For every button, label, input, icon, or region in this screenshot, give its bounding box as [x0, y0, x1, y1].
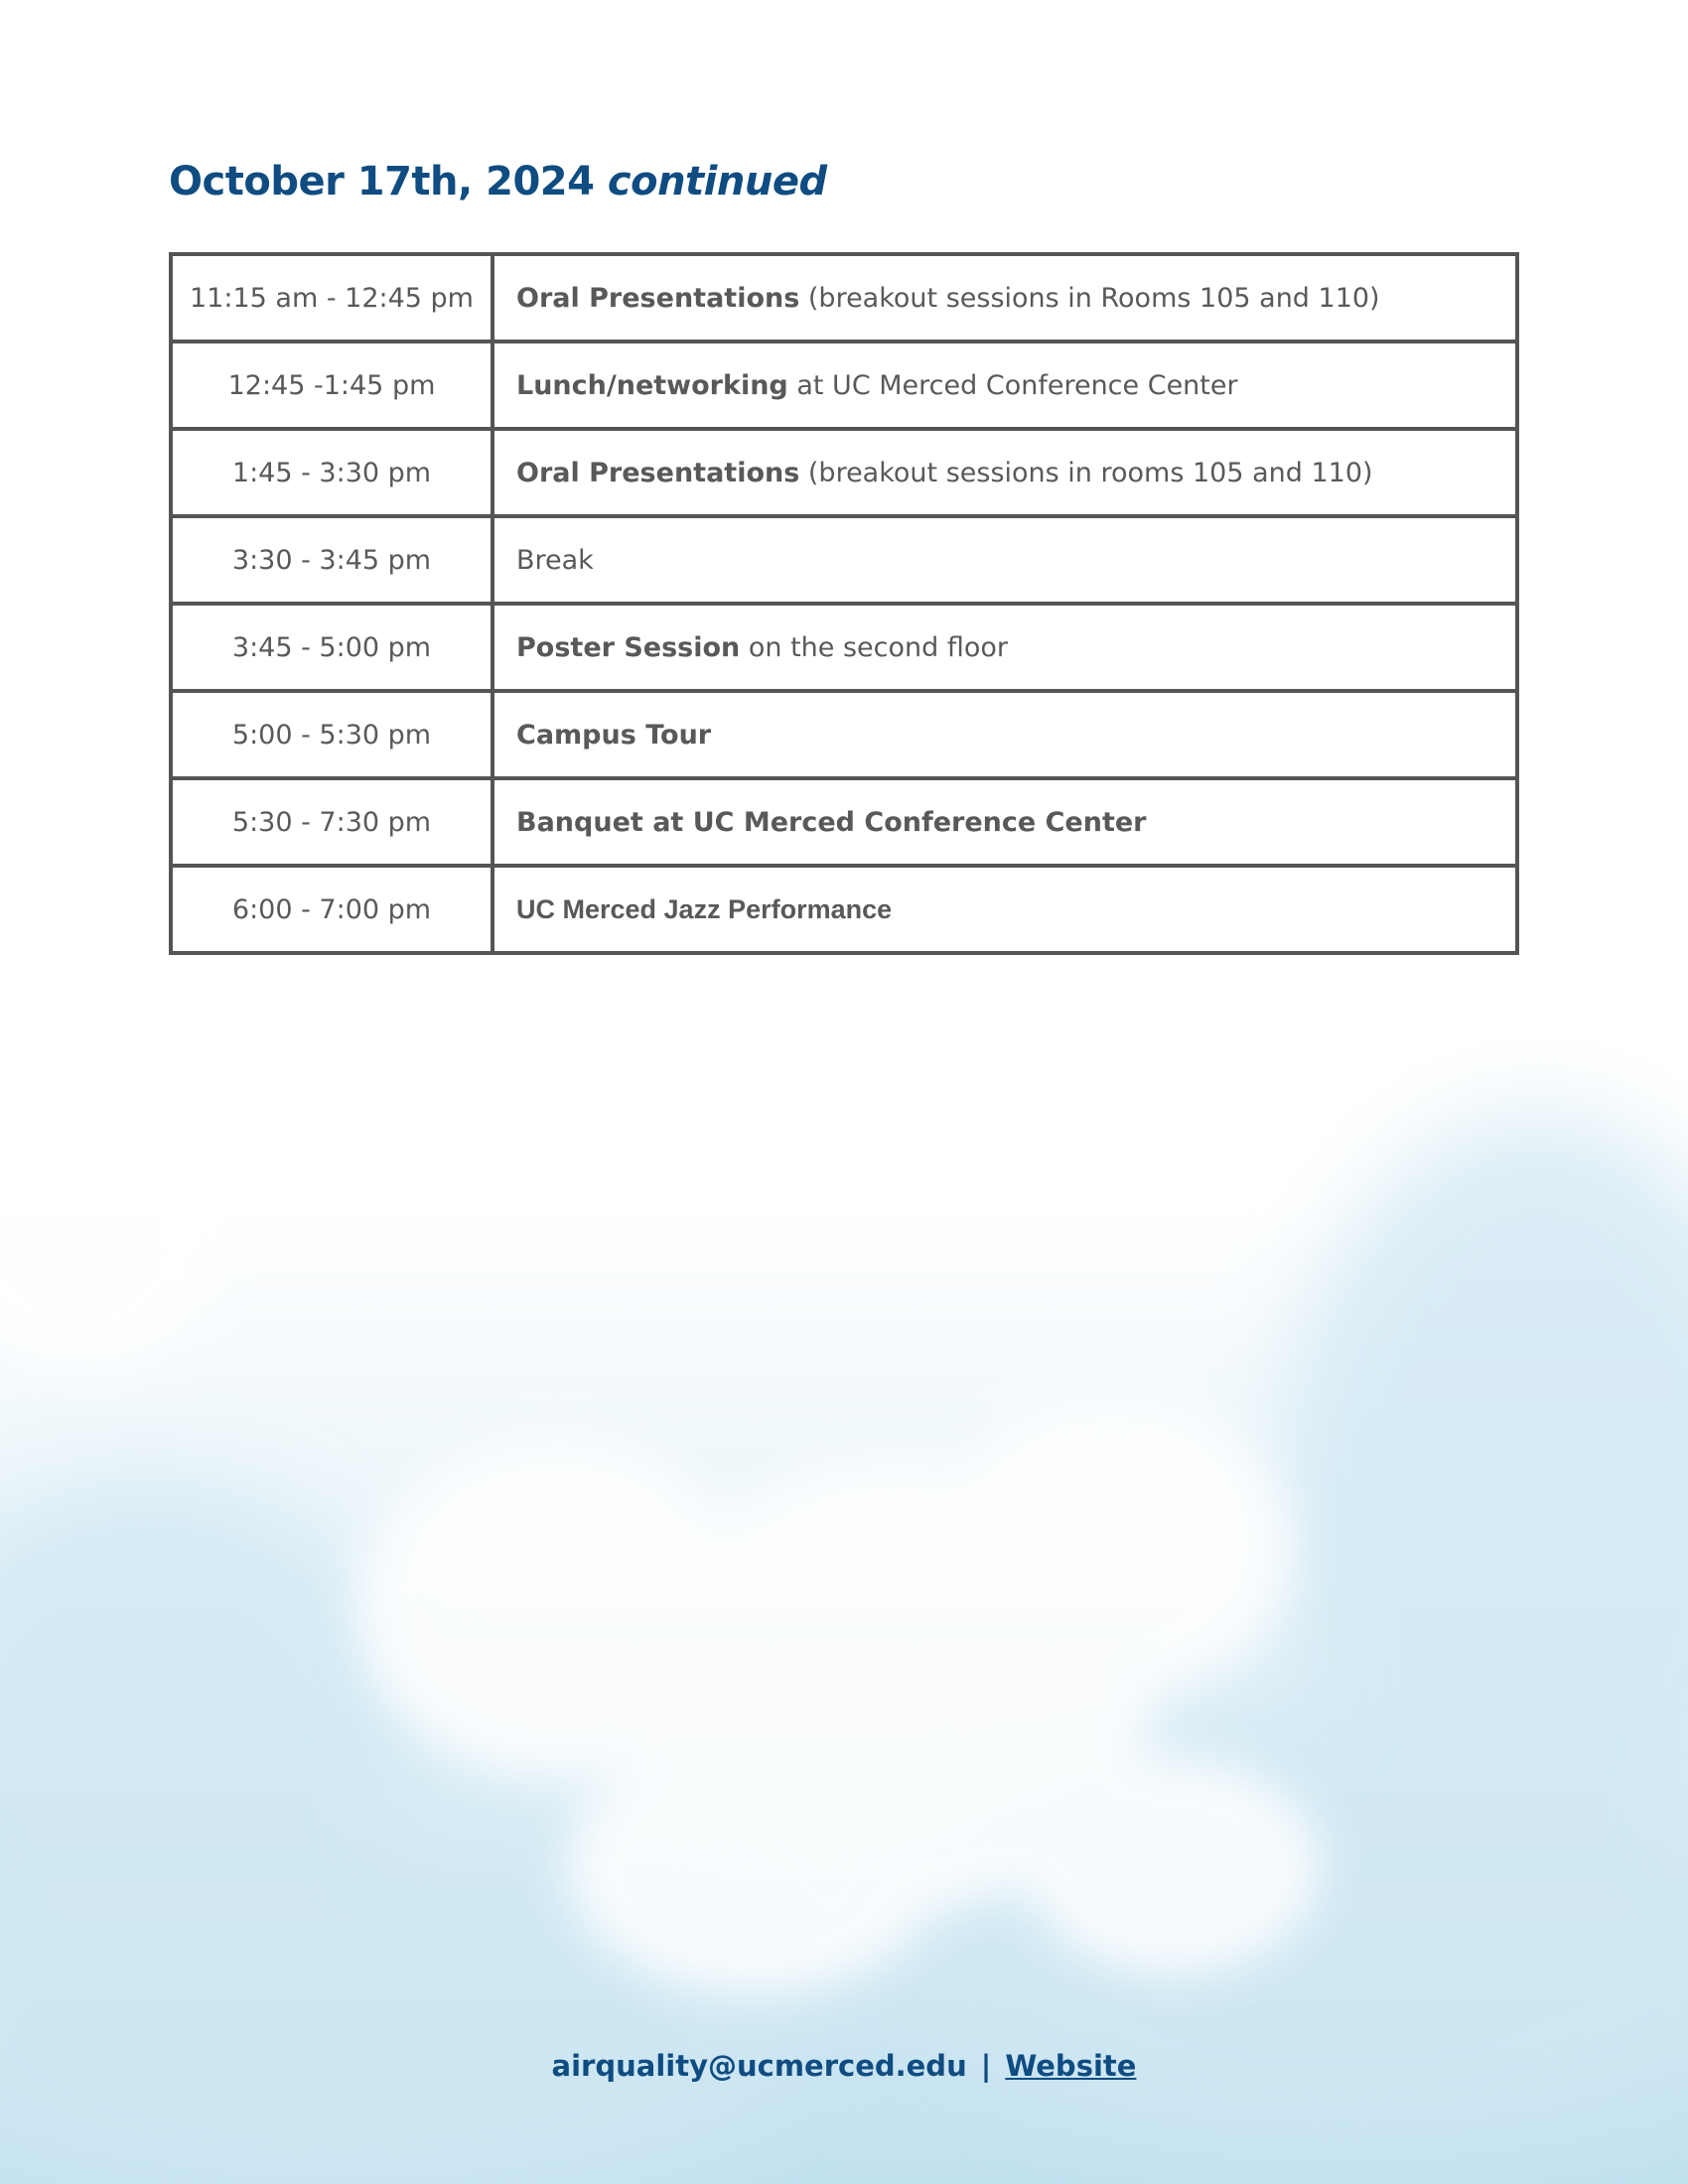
table-row — [171, 604, 1517, 691]
event-detail: (breakout sessions in Rooms 105 and 110) — [807, 282, 1380, 314]
event-cell — [492, 341, 1517, 429]
event-detail: Break — [516, 544, 594, 576]
event-title: Banquet at UC Merced Conference Center — [516, 806, 1147, 838]
page-title — [169, 159, 827, 205]
event-cell — [492, 866, 1517, 953]
website-link[interactable]: Website — [1005, 2049, 1137, 2083]
time-cell: 11:15 am - 12:45 pm — [171, 254, 492, 341]
contact-email-link[interactable]: airquality@ucmerced.edu — [551, 2049, 967, 2083]
table-row — [171, 516, 1517, 604]
time-cell: 1:45 - 3:30 pm — [171, 429, 492, 516]
event-title: Campus Tour — [516, 719, 712, 751]
event-title: UC Merced Jazz Performance — [516, 893, 893, 924]
footer-separator: | — [980, 2049, 992, 2083]
event-detail: (breakout sessions in rooms 105 and 110) — [807, 457, 1373, 488]
event-title: Oral Presentations — [516, 457, 800, 488]
table-row — [171, 254, 1517, 341]
schedule-table — [169, 252, 1519, 955]
event-title: Poster Session — [516, 631, 741, 663]
event-cell — [492, 254, 1517, 341]
time-cell: 5:30 - 7:30 pm — [171, 778, 492, 866]
table-row — [171, 341, 1517, 429]
event-detail: at UC Merced Conference Center — [796, 369, 1238, 401]
table-row — [171, 691, 1517, 778]
time-cell: 6:00 - 7:00 pm — [171, 866, 492, 953]
time-cell: 3:30 - 3:45 pm — [171, 516, 492, 604]
event-cell — [492, 429, 1517, 516]
footer-contact — [0, 2049, 1688, 2083]
event-title: Oral Presentations — [516, 282, 800, 314]
event-detail: on the second floor — [748, 631, 1009, 663]
event-cell — [492, 604, 1517, 691]
table-row — [171, 866, 1517, 953]
event-title: Lunch/networking — [516, 369, 788, 401]
event-cell — [492, 778, 1517, 866]
time-cell: 12:45 -1:45 pm — [171, 341, 492, 429]
time-cell: 3:45 - 5:00 pm — [171, 604, 492, 691]
heading-continued: continued — [607, 159, 827, 205]
time-cell: 5:00 - 5:30 pm — [171, 691, 492, 778]
table-row — [171, 429, 1517, 516]
event-cell — [492, 516, 1517, 604]
heading-date: October 17th, 2024 — [169, 159, 595, 205]
table-row — [171, 778, 1517, 866]
event-cell — [492, 691, 1517, 778]
